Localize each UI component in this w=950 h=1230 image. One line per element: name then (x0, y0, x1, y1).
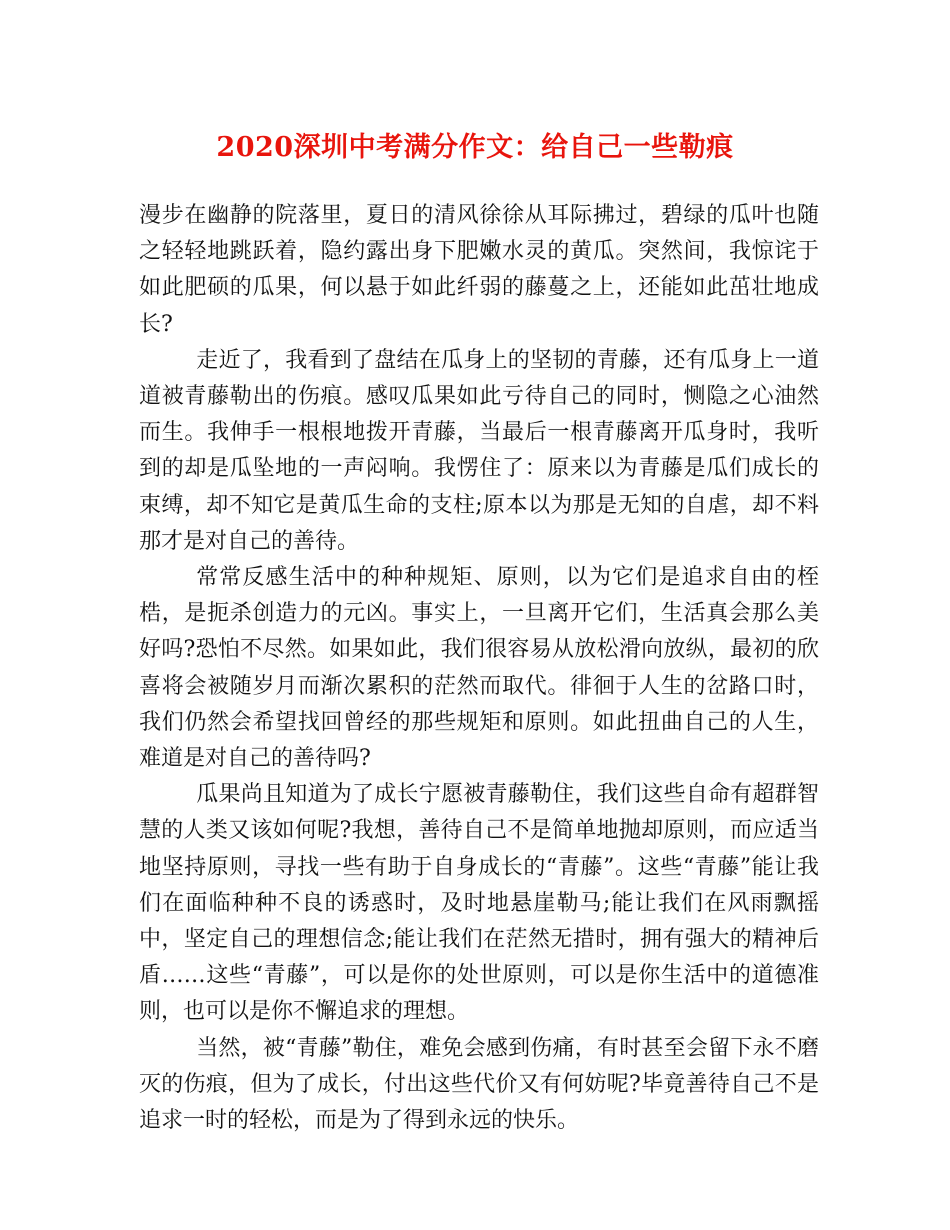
paragraph-4: 瓜果尚且知道为了成长宁愿被青藤勒住，我们这些自命有超群智慧的人类又该如何呢?我想，善待自己不是简单地抛却原则，而应适当地坚持原则，寻找一些有助于自身成长的“青藤”。这些“青藤”能让我们在面临种种不良的诱惑时，及时地悬崖勒马;能让我们在风雨飘摇中，坚定自己的理想信念;能让我们在茫然无措时，拥有强大的精神后盾……这些“青藤”，可以是你的处世原则，可以是你生活中的道德准则，也可以是你不懈追求的理想。 (139, 782, 819, 1025)
page-title: 2020深圳中考满分作文：给自己一些勒痕 (216, 132, 734, 163)
paragraph-1: 漫步在幽静的院落里，夏日的清风徐徐从耳际拂过，碧绿的瓜叶也随之轻轻地跳跃着，隐约露出身下肥嫩水灵的黄瓜。突然间，我惊诧于如此肥硕的瓜果，何以悬于如此纤弱的藤蔓之上，还能如此茁壮地成长? (139, 203, 819, 337)
paragraph-3: 常常反感生活中的种种规矩、原则，以为它们是追求自由的桎梏，是扼杀创造力的元凶。事实上，一旦离开它们，生活真会那么美好吗?恐怕不尽然。如果如此，我们很容易从放松滑向放纵，最初的欣喜将会被随岁月而渐次累积的茫然而取代。徘徊于人生的岔路口时，我们仍然会希望找回曾经的那些规矩和原则。如此扭曲自己的人生，难道是对自己的善待吗? (139, 565, 819, 772)
essay-body (139, 198, 819, 1139)
paragraph-2: 走近了，我看到了盘结在瓜身上的坚韧的青藤，还有瓜身上一道道被青藤勒出的伤痕。感叹瓜果如此亏待自己的同时，恻隐之心油然而生。我伸手一根根地拨开青藤，当最后一根青藤离开瓜身时，我听到的却是瓜坠地的一声闷响。我愣住了：原来以为青藤是瓜们成长的束缚，却不知它是黄瓜生命的支柱;原本以为那是无知的自虐，却不料那才是对自己的善待。 (139, 347, 819, 554)
paragraph-5: 当然，被“青藤”勒住，难免会感到伤痛，有时甚至会留下永不磨灭的伤痕，但为了成长，付出这些代价又有何妨呢?毕竟善待自己不是追求一时的轻松，而是为了得到永远的快乐。 (139, 1035, 819, 1134)
